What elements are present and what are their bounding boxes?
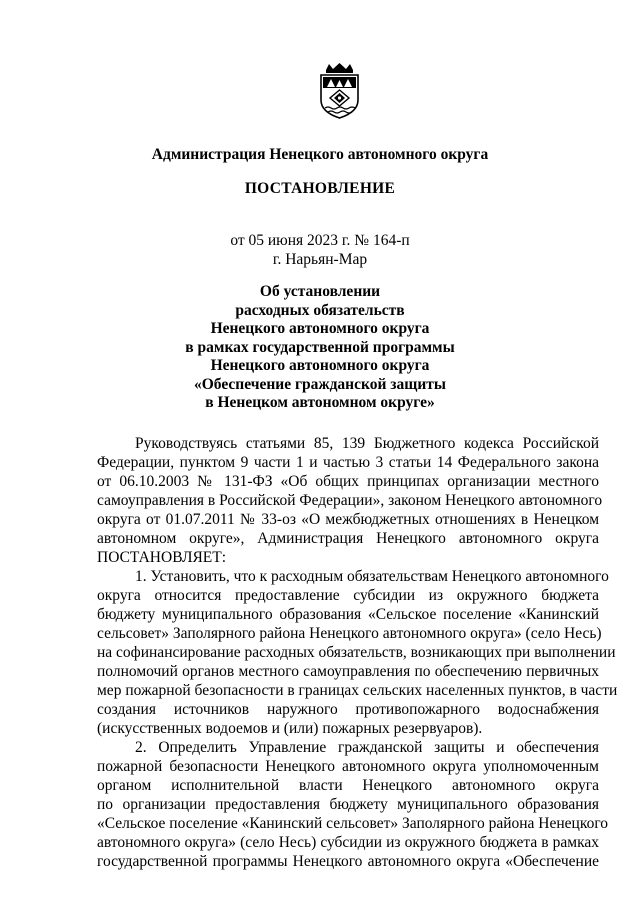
title-line: в рамках государственной программы (185, 338, 455, 356)
body-line: автономного округа» (село Несь) субсидии из окружного бюджета в рамках (97, 834, 599, 851)
body-line: пожарной безопасности Ненецкого автономного округа уполномоченным (97, 758, 599, 775)
body-line: государственной программы Ненецкого автономного округа «Обеспечение (97, 853, 599, 870)
body-line: ПОСТАНОВЛЯЕТ: (97, 549, 227, 566)
body-line: мер пожарной безопасности в границах сельских населенных пунктов, в части (97, 682, 618, 699)
document-type: ПОСТАНОВЛЕНИЕ (244, 180, 396, 197)
body-line: от 06.10.2003 № 131-ФЗ «Об общих принципах организации местного (97, 473, 599, 490)
title-line: расходных обязательств (235, 301, 405, 319)
body-line: создания источников наружного противопожарного водоснабжения (97, 701, 599, 718)
document-place: г. Нарьян-Мар (272, 251, 368, 268)
document-date-number: от 05 июня 2023 г. № 164-п (230, 232, 410, 249)
body-line: на софинансирование расходных обязательств, возникающих при выполнении (97, 644, 616, 661)
body-line: (искусственных водоемов и (или) пожарных резервуаров). (97, 720, 483, 737)
body-line: округа относится предоставление субсидии из окружного бюджета (97, 587, 599, 604)
nenets-coat-of-arms-icon (319, 62, 360, 119)
title-line: Ненецкого автономного округа (210, 357, 430, 374)
body-line: бюджету муниципального образования «Сельское поселение «Канинский (97, 606, 599, 623)
body-line: по организации предоставления бюджету муниципального образования (97, 796, 599, 813)
body-line: Руководствуясь статьями 85, 139 Бюджетного кодекса Российской (135, 435, 599, 452)
title-line: в Ненецком автономном округе» (205, 394, 435, 411)
body-line: органом исполнительной власти Ненецкого автономного округа (97, 777, 599, 794)
body-line: 2. Определить Управление гражданской защиты и обеспечения (135, 739, 599, 756)
body-line: «Сельское поселение «Канинский сельсовет» Заполярного района Ненецкого (97, 815, 609, 832)
body-line: 1. Установить, что к расходным обязательствам Ненецкого автономного (135, 568, 609, 585)
title-line: Об установлении (259, 283, 381, 300)
body-line: Федерации, пунктом 9 части 1 и частью 3 статьи 14 Федерального закона (97, 454, 599, 471)
body-line: самоуправления в Российской Федерации», законом Ненецкого автономного (97, 492, 603, 509)
body-line: сельсовет» Заполярного района Ненецкого автономного округа» (село Несь) (97, 625, 602, 642)
document-body (97, 434, 618, 871)
title-line: Ненецкого автономного округа (210, 320, 430, 337)
body-line: округа от 01.07.2011 № 33-оз «О межбюджетных отношениях в Ненецком (97, 511, 599, 528)
document-title (0, 283, 640, 413)
body-line: автономном округе», Администрация Ненецкого автономного округа (97, 530, 599, 547)
title-line: «Обеспечение гражданской защиты (193, 375, 446, 393)
body-line: полномочий органов местного самоуправления по обеспечению первичных (97, 663, 599, 680)
issuing-authority: Администрация Ненецкого автономного округа (151, 146, 489, 163)
